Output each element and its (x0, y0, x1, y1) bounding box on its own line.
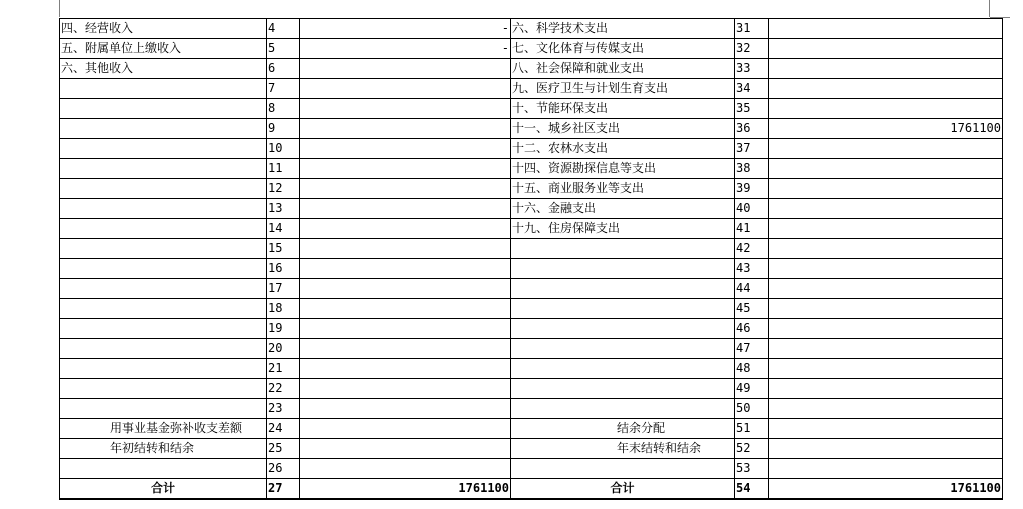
expense-item-cell: 十四、资源勘探信息等支出 (511, 159, 735, 179)
table-row (60, 339, 1003, 359)
expense-amount-cell (769, 279, 1003, 299)
income-amount-cell: - (300, 19, 511, 39)
income-row-number-cell: 10 (267, 139, 300, 159)
page-corner-mark-left-vertical (59, 0, 60, 17)
expense-amount-cell (769, 399, 1003, 419)
expense-amount-cell: 1761100 (769, 119, 1003, 139)
expense-row-number-cell: 39 (735, 179, 769, 199)
income-row-number-cell: 11 (267, 159, 300, 179)
expense-item-cell: 十、节能环保支出 (511, 99, 735, 119)
income-amount-cell (300, 199, 511, 219)
expense-row-number-cell: 45 (735, 299, 769, 319)
expense-row-number-cell: 48 (735, 359, 769, 379)
income-row-number-cell: 20 (267, 339, 300, 359)
income-amount-cell (300, 459, 511, 479)
income-amount-cell (300, 239, 511, 259)
income-amount-cell (300, 279, 511, 299)
income-item-cell (60, 179, 267, 199)
expense-amount-cell (769, 379, 1003, 399)
income-amount-cell (300, 159, 511, 179)
income-item-cell (60, 159, 267, 179)
income-item-cell (60, 339, 267, 359)
income-row-number-cell: 12 (267, 179, 300, 199)
expense-item-cell (511, 379, 735, 399)
income-item-cell (60, 239, 267, 259)
income-row-number-cell: 23 (267, 399, 300, 419)
expense-amount-cell (769, 199, 1003, 219)
expense-item-cell (511, 299, 735, 319)
expense-item-cell (511, 239, 735, 259)
expense-total-label: 合计 (511, 479, 735, 500)
expense-amount-cell (769, 359, 1003, 379)
table-row (60, 99, 1003, 119)
expense-item-cell: 十五、商业服务业等支出 (511, 179, 735, 199)
income-row-number-cell: 9 (267, 119, 300, 139)
income-item-cell: 六、其他收入 (60, 59, 267, 79)
income-row-number-cell: 5 (267, 39, 300, 59)
expense-row-number-cell: 52 (735, 439, 769, 459)
expense-row-number-cell: 31 (735, 19, 769, 39)
income-amount-cell (300, 399, 511, 419)
expense-item-cell (511, 339, 735, 359)
income-amount-cell (300, 439, 511, 459)
income-row-number-cell: 16 (267, 259, 300, 279)
expense-amount-cell (769, 59, 1003, 79)
income-row-number-cell: 18 (267, 299, 300, 319)
expense-row-number-cell: 50 (735, 399, 769, 419)
income-row-number-cell: 7 (267, 79, 300, 99)
income-item-cell (60, 319, 267, 339)
expense-item-cell: 结余分配 (511, 419, 735, 439)
expense-row-number-cell: 38 (735, 159, 769, 179)
table-row (60, 419, 1003, 439)
expense-amount-cell (769, 239, 1003, 259)
table-row (60, 279, 1003, 299)
income-row-number-cell: 25 (267, 439, 300, 459)
income-amount-cell (300, 379, 511, 399)
table-row (60, 359, 1003, 379)
expense-row-number-cell: 46 (735, 319, 769, 339)
table-row (60, 199, 1003, 219)
table-row (60, 59, 1003, 79)
table-row (60, 259, 1003, 279)
table-row (60, 379, 1003, 399)
expense-amount-cell (769, 19, 1003, 39)
income-amount-cell (300, 59, 511, 79)
income-item-cell (60, 359, 267, 379)
income-item-cell: 用事业基金弥补收支差额 (60, 419, 267, 439)
income-amount-cell (300, 99, 511, 119)
table-row (60, 119, 1003, 139)
income-item-cell (60, 79, 267, 99)
expense-row-number-cell: 40 (735, 199, 769, 219)
expense-row-number-cell: 49 (735, 379, 769, 399)
income-amount-cell (300, 139, 511, 159)
expense-item-cell: 十一、城乡社区支出 (511, 119, 735, 139)
income-row-number-cell: 22 (267, 379, 300, 399)
income-item-cell (60, 99, 267, 119)
expense-row-number-cell: 41 (735, 219, 769, 239)
income-row-number-cell: 17 (267, 279, 300, 299)
table-row (60, 319, 1003, 339)
expense-amount-cell (769, 419, 1003, 439)
expense-row-number-cell: 47 (735, 339, 769, 359)
expense-amount-cell (769, 219, 1003, 239)
income-item-cell: 四、经营收入 (60, 19, 267, 39)
income-row-number-cell: 6 (267, 59, 300, 79)
expense-item-cell: 十九、住房保障支出 (511, 219, 735, 239)
expense-item-cell: 九、医疗卫生与计划生育支出 (511, 79, 735, 99)
income-item-cell (60, 199, 267, 219)
expense-amount-cell (769, 339, 1003, 359)
expense-row-number-cell: 36 (735, 119, 769, 139)
income-amount-cell (300, 339, 511, 359)
table-body (60, 19, 1003, 500)
expense-row-number-cell: 32 (735, 39, 769, 59)
expense-row-number-cell: 34 (735, 79, 769, 99)
table-row (60, 299, 1003, 319)
income-row-number-cell: 19 (267, 319, 300, 339)
expense-amount-cell (769, 79, 1003, 99)
expense-amount-cell (769, 139, 1003, 159)
expense-row-number-cell: 42 (735, 239, 769, 259)
expense-row-number-cell: 51 (735, 419, 769, 439)
income-amount-cell (300, 419, 511, 439)
income-item-cell (60, 379, 267, 399)
expense-row-number-cell: 44 (735, 279, 769, 299)
table-row (60, 79, 1003, 99)
income-amount-cell (300, 359, 511, 379)
income-amount-cell (300, 179, 511, 199)
income-amount-cell (300, 219, 511, 239)
expense-item-cell: 十六、金融支出 (511, 199, 735, 219)
table-row (60, 239, 1003, 259)
expense-row-number-cell: 37 (735, 139, 769, 159)
income-item-cell (60, 219, 267, 239)
income-item-cell (60, 459, 267, 479)
expense-row-number-cell: 53 (735, 459, 769, 479)
expense-amount-cell (769, 159, 1003, 179)
income-amount-cell: - (300, 39, 511, 59)
income-amount-cell (300, 259, 511, 279)
table-row (60, 179, 1003, 199)
expense-amount-cell (769, 39, 1003, 59)
expense-total-amount: 1761100 (769, 479, 1003, 500)
expense-amount-cell (769, 179, 1003, 199)
income-item-cell: 五、附属单位上缴收入 (60, 39, 267, 59)
expense-row-number-cell: 43 (735, 259, 769, 279)
income-amount-cell (300, 319, 511, 339)
income-row-number-cell: 14 (267, 219, 300, 239)
income-total-label: 合计 (60, 479, 267, 500)
expense-amount-cell (769, 459, 1003, 479)
income-item-cell (60, 299, 267, 319)
expense-item-cell (511, 319, 735, 339)
expense-amount-cell (769, 299, 1003, 319)
expense-row-number-cell: 33 (735, 59, 769, 79)
expense-item-cell: 年末结转和结余 (511, 439, 735, 459)
income-amount-cell (300, 299, 511, 319)
expense-row-number-cell: 35 (735, 99, 769, 119)
table-row (60, 139, 1003, 159)
income-item-cell: 年初结转和结余 (60, 439, 267, 459)
income-row-number-cell: 15 (267, 239, 300, 259)
table-row (60, 39, 1003, 59)
income-item-cell (60, 279, 267, 299)
table-row (60, 159, 1003, 179)
expense-item-cell (511, 459, 735, 479)
total-row (60, 479, 1003, 500)
expense-amount-cell (769, 99, 1003, 119)
expense-item-cell (511, 359, 735, 379)
income-total-row-number: 27 (267, 479, 300, 500)
expense-item-cell: 七、文化体育与传媒支出 (511, 39, 735, 59)
expense-item-cell: 十二、农林水支出 (511, 139, 735, 159)
expense-amount-cell (769, 439, 1003, 459)
income-item-cell (60, 259, 267, 279)
expense-amount-cell (769, 259, 1003, 279)
income-amount-cell (300, 119, 511, 139)
income-item-cell (60, 139, 267, 159)
table-row (60, 439, 1003, 459)
expense-item-cell: 八、社会保障和就业支出 (511, 59, 735, 79)
income-row-number-cell: 13 (267, 199, 300, 219)
income-row-number-cell: 4 (267, 19, 300, 39)
fiscal-summary-table (59, 18, 1003, 500)
expense-item-cell (511, 279, 735, 299)
income-row-number-cell: 8 (267, 99, 300, 119)
table-row (60, 399, 1003, 419)
table-row (60, 19, 1003, 39)
page-corner-mark-right-vertical (989, 0, 990, 17)
table-row (60, 459, 1003, 479)
expense-item-cell (511, 259, 735, 279)
expense-item-cell: 六、科学技术支出 (511, 19, 735, 39)
income-row-number-cell: 21 (267, 359, 300, 379)
income-amount-cell (300, 79, 511, 99)
expense-amount-cell (769, 319, 1003, 339)
income-item-cell (60, 399, 267, 419)
expense-item-cell (511, 399, 735, 419)
income-row-number-cell: 24 (267, 419, 300, 439)
income-total-amount: 1761100 (300, 479, 511, 500)
expense-total-row-number: 54 (735, 479, 769, 500)
income-item-cell (60, 119, 267, 139)
table-row (60, 219, 1003, 239)
income-row-number-cell: 26 (267, 459, 300, 479)
